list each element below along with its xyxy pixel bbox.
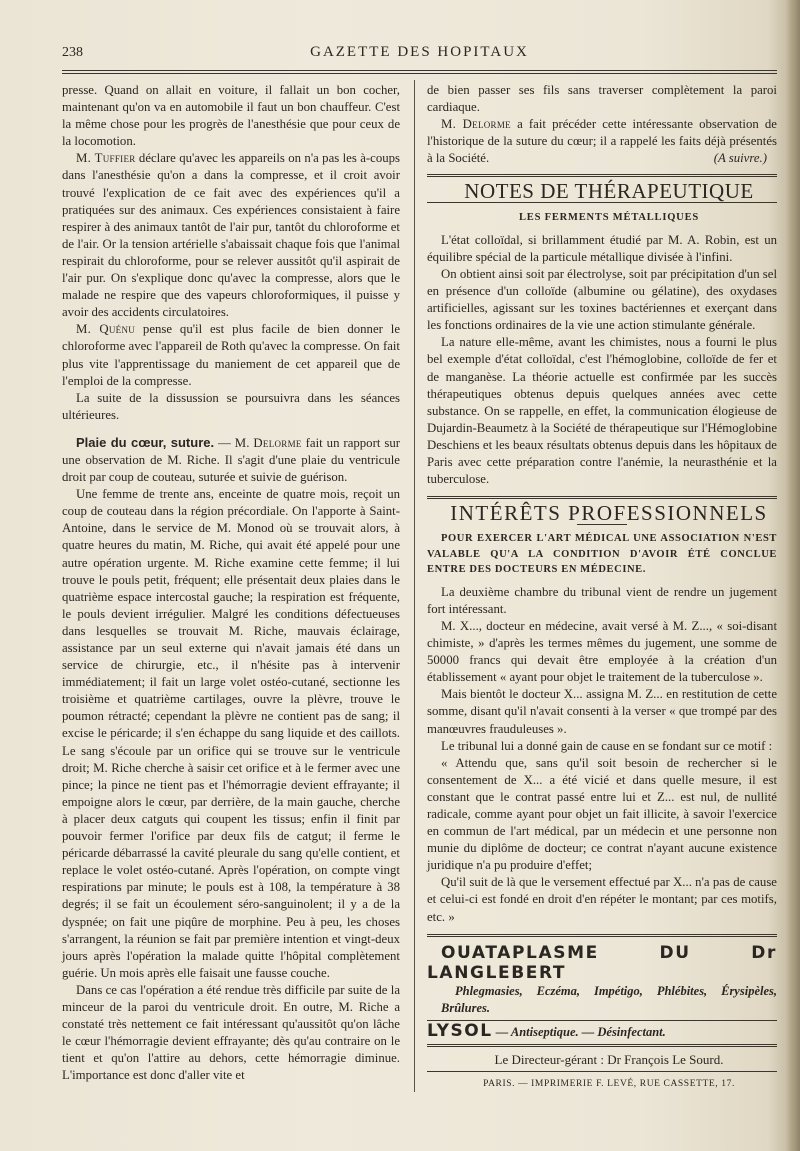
page-edge-shadow xyxy=(786,0,800,1151)
header-rule xyxy=(62,70,777,74)
paragraph: Dans ce cas l'opération a été rendue très difficile par suite de la minceur de la paroi du ventricule droit. En outre, M. Riche a constaté très nettement ce fait intéressant qu'aussitôt qu'on lâche le cœur l'hémorragie devient effrayante; dès qu'au contraire on le tient et qu'on l'attire au dehors, cette hémorragie diminue. L'importance est donc d'aller vite et xyxy=(62,982,400,1083)
ad-rule xyxy=(427,934,777,937)
speaker-name: M. Quénu xyxy=(76,322,136,337)
page-header xyxy=(62,44,777,64)
paragraph-text: pense qu'il est plus facile de bien donner le chloroforme avec l'appareil de Roth qu'avec la compresse. On fait plus vite l'apprentissage du maniement de cet appareil que de l'emploi de la compresse. xyxy=(62,322,400,388)
advertisement xyxy=(427,1020,777,1041)
printer-credit: PARIS. — IMPRIMERIE F. LEVÉ, RUE CASSETTE, 17. xyxy=(483,1079,735,1089)
section-rule xyxy=(427,174,777,177)
paragraph: La deuxième chambre du tribunal vient de rendre un jugement fort intéressant. xyxy=(427,584,777,616)
paragraph-text: a fait précéder cette intéressante observation de l'historique de la suture du cœur; il a rappelé les faits déjà présentés à la Société. xyxy=(427,117,777,166)
paragraph-text: déclare qu'avec les appareils on n'a pas les à-coups dans l'anesthésie qu'on a dans la compresse, et il croit avoir trouvé l'explication de ce fait avec des expériences qu'il a pratiquées sur des animaux. Ces expériences consistaient à faire respirer à des animaux tantôt de l'air pur, tantôt du chloroforme et de l'air. Or la tension artérielle s'abaissait chaque fois que l'animal respirait du chloroforme, pour se relever aussitôt qu'il aspirait de l'air pur. On s'explique donc qu'avec la compresse, alors que le malade ne respire que des vapeurs chloroformiques, il puisse y avoir des accidents circulatoires. xyxy=(62,151,400,320)
advertisement-title: LYSOL xyxy=(427,1020,493,1041)
dash: — M. xyxy=(214,435,254,450)
paragraph: Une femme de trente ans, enceinte de quatre mois, reçoit un coup de couteau dans la région précordiale. On l'apporte à Saint-Antoine, dans le service de M. Monod où se trouvait alors, à quatre heures du matin, M. Riche, qui avait été appelé pour une autre opération urgente. M. Riche examine cette femme; il lui trouve le pouls petit, fréquent; elle présentait deux plaies dans le quatrième espace intercostal gauche; la respiration est fréquente, le pouls devient irrégulier. Malgré les conditions défectueuses dans lesquelles se trouvait M. Riche, mauvais éclairage, assistance par un seul externe qui n'avait jamais été dans un service de chirurgie, etc., il n'hésite pas à intervenir immédiatement; il fait un large volet ostéo-cutané, sectionne les troisième et quatrième cartilages, ouvre la plèvre, trouve le poumon rétracté; cependant la plèvre ne contient pas de sang; il excise le péricarde; il s'en échappe du sang liquide et des caillots. Le sang s'écoule par un orifice qui se trouve sur le ventricule droit; M. Riche cherche à saisir cet orifice et à le fermer avec une pince; la pince ne tient pas et l'hémorragie devient effrayante; il empoigne alors le cœur, par derrière, de la main gauche, cherche à placer deux catguts qui coupent les tissus; enfin il finit par pouvoir fermer l'orifice par deux fils de catgut; il ferme le péricarde débarrassé la cavité pleurale du sang qu'elle contient, et replace le volet ostéo-cutané. Après l'opération, on compte vingt respirations par minute; le pouls est à 108, la température à 38 degrés; il se fait un écoulement séro-sanguinolent; il y a de la dyspnée; on fait une piqûre de morphine. Peu à peu, les choses s'arrangent, la réunion se fait par première intention et vingt-deux jours après l'opération la malade quitte l'hôpital complètement guérie. Un mois après elle faisait une fausse couche. xyxy=(62,487,400,980)
advertisement-subtitle: — Antiseptique. — Désinfectant. xyxy=(495,1024,666,1039)
right-column xyxy=(427,82,777,1093)
to-be-continued: (A suivre.) xyxy=(713,151,767,166)
paragraph: L'état colloïdal, si brillamment étudié par M. A. Robin, est un équilibre spécial de la particule métallique divisée à l'infini. xyxy=(427,232,777,264)
speaker-name: Delorme xyxy=(253,435,302,450)
paragraph: Qu'il suit de là que le versement effectué par X... n'a pas de cause et celui-ci est fondé en droit d'en répéter le montant; par ces motifs, etc. » xyxy=(427,875,777,924)
paragraph: Mais bientôt le docteur X... assigna M. Z... en restitution de cette somme, disant qu'il n'avait consenti à la verser « que trompé par des manœuvres frauduleuses ». xyxy=(427,687,777,736)
director-credit: Le Directeur-gérant : Dr François Le Sourd. xyxy=(494,1051,724,1067)
paragraph xyxy=(62,150,400,321)
article-lead: Plaie du cœur, suture. xyxy=(76,434,215,450)
section-title: NOTES DE THÉRAPEUTIQUE xyxy=(464,178,754,203)
page-number: 238 xyxy=(62,45,83,60)
left-column xyxy=(62,82,400,1084)
section-title: INTÉRÊTS PROFESSIONNELS xyxy=(450,501,768,526)
speaker-name: M. Delorme xyxy=(441,117,511,132)
paragraph xyxy=(62,321,400,389)
subsection-title: POUR EXERCER L'ART MÉDICAL UNE ASSOCIATION N'EST VALABLE QU'A LA CONDITION D'AVOIR ÉTÉ CONCLUE ENTRE DES DOCTEURS EN MÉDECINE. xyxy=(427,533,777,576)
advertisement-subtitle: Phlegmasies, Eczéma, Impétigo, Phlébites, Érysipèles, Brûlures. xyxy=(441,983,777,1015)
journal-title: GAZETTE DES HOPITAUX xyxy=(310,44,529,60)
footer-rule xyxy=(427,1071,777,1072)
paragraph: On obtient ainsi soit par électrolyse, soit par précipitation d'un sel en présence d'un colloïde (albumine ou gélatine), des oxydases artificielles, agissant sur les toxines bactériennes et exerçant dans les fonctions ordinaires de la vie une action stimulante générale. xyxy=(427,266,778,333)
paragraph: « Attendu que, sans qu'il soit besoin de rechercher si le consentement de X... a été vicié et dans quelle mesure, il est constant que le contrat passé entre lui et Z... est nul, de nullité radicale, comme ayant pour objet un fait illicite, à savoir l'exercice en commun de l'art médical, par un médecin et une personne non munie du diplôme de docteur; ce contrat n'ayant aucune existence juridique n'a pu produire d'effet; xyxy=(427,755,777,873)
paragraph: Le tribunal lui a donné gain de cause en se fondant sur ce motif : xyxy=(441,738,773,753)
paragraph: M. X..., docteur en médecine, avait versé à M. Z..., « soi-disant chimiste, » d'après les termes mêmes du jugement, une somme de 50000 francs qui devait être employée à la création d'un établissement « ayant pour objet le traitement de la tuberculose ». xyxy=(427,618,777,685)
advertisement-title: OUATAPLASME DU Dr LANGLEBERT xyxy=(427,942,777,983)
section-rule xyxy=(427,496,777,499)
paragraph xyxy=(62,434,400,486)
paragraph: La nature elle-même, avant les chimistes, nous a fourni le plus bel exemple d'état colloïdal, c'est l'hémoglobine, colloïde de fer et de manganèse. La théorie actuelle est confirmée par les succès thérapeutiques obtenus depuis quelques années avec cette substance. On se rappelle, en effet, la communication élogieuse de Dujardin-Beaumetz à la Société de thérapeutique sur l'Hémoglobine Deschiens et les beaux résultats obtenus depuis dans les hôpitaux de Paris avec cette préparation contre l'anémie, la neurasthénie et la tuberculose. xyxy=(427,335,777,487)
subsection-title: LES FERMENTS MÉTALLIQUES xyxy=(518,211,700,223)
paragraph: presse. Quand on allait en voiture, il fallait un bon cocher, maintenant qu'on va en automobile il faut un bon chauffeur. C'est la même chose pour les progrès de l'anesthésie que pour ceux de la locomotion. xyxy=(62,83,400,149)
column-divider xyxy=(414,80,415,1092)
paragraph: de bien passer ses fils sans traverser complètement la paroi cardiaque. xyxy=(427,83,777,115)
paragraph-text: fait un rapport sur une observation de M. Riche. Il s'agit d'une plaie du ventricule droit par coup de couteau, suturée et suivie de guérison. xyxy=(62,435,400,485)
paragraph: La suite de la dissussion se poursuivra dans les séances ultérieures. xyxy=(62,390,400,422)
speaker-name: M. Tuffier xyxy=(76,151,136,166)
ad-rule xyxy=(427,1044,777,1047)
